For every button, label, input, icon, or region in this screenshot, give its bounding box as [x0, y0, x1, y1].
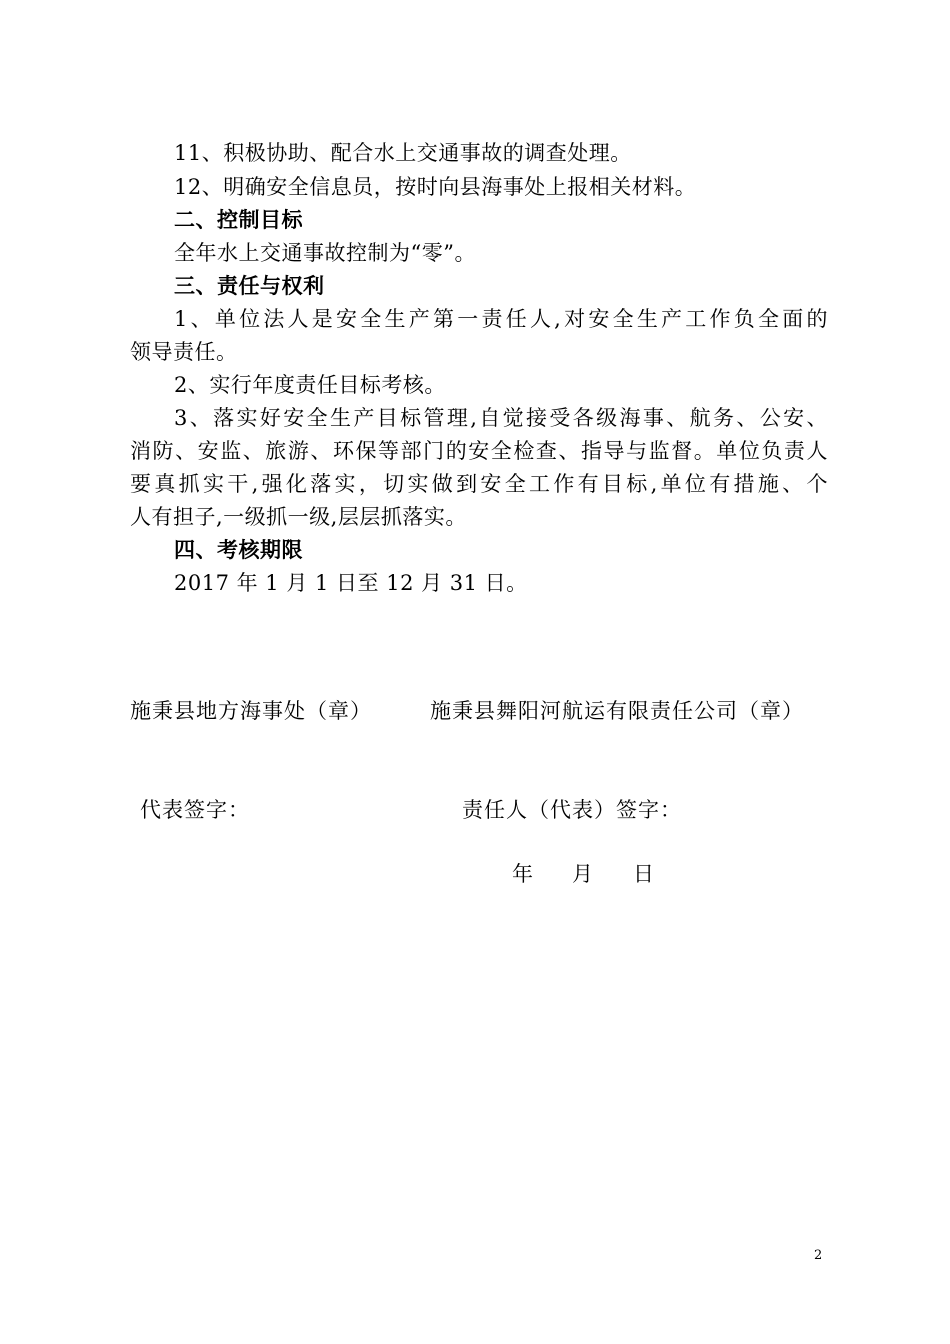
- page-number: 2: [814, 1248, 823, 1263]
- party-a-seal: 施秉县地方海事处（章）: [130, 699, 372, 723]
- responsibility-item-3-cont-3: 人有担子,一级抓一级,层层抓落实。: [130, 505, 467, 529]
- representative-signature-label: 代表签字：: [140, 798, 250, 822]
- responsibility-item-2: 2、实行年度责任目标考核。: [174, 373, 446, 397]
- party-b-seal: 施秉县舞阳河航运有限责任公司（章）: [430, 699, 804, 723]
- responsibility-item-1-cont: 领导责任。: [130, 340, 238, 364]
- section-heading-control-target: 二、控制目标: [174, 208, 303, 232]
- control-target-text: 全年水上交通事故控制为“零”。: [174, 241, 476, 265]
- section-heading-responsibility: 三、责任与权利: [174, 274, 325, 298]
- responsible-person-signature-label: 责任人（代表）签字：: [462, 798, 682, 822]
- date-month-label: 月: [572, 862, 594, 886]
- responsibility-item-1: 1、单位法人是安全生产第一责任人,对安全生产工作负全面的: [174, 307, 828, 331]
- section-heading-assessment-period: 四、考核期限: [174, 538, 303, 562]
- responsibility-item-3-cont-1: 消防、安监、旅游、环保等部门的安全检查、指导与监督。单位负责人: [130, 439, 828, 463]
- date-year-label: 年: [512, 862, 534, 886]
- clause-11: 11、积极协助、配合水上交通事故的调查处理。: [174, 141, 632, 165]
- clause-12: 12、明确安全信息员，按时向县海事处上报相关材料。: [174, 175, 697, 199]
- assessment-period-text: 2017 年 1 月 1 日至 12 月 31 日。: [174, 571, 528, 595]
- date-day-label: 日: [633, 862, 655, 886]
- responsibility-item-3-cont-2: 要真抓实干,强化落实，切实做到安全工作有目标,单位有措施、个: [130, 472, 828, 496]
- responsibility-item-3: 3、落实好安全生产目标管理,自觉接受各级海事、航务、公安、: [174, 406, 828, 430]
